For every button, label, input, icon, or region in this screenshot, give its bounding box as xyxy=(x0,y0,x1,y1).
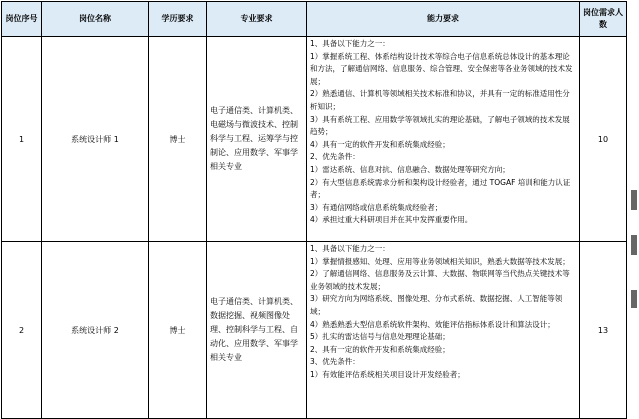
ability-line: 2、具有一定的软件开发和系统集成经验； xyxy=(310,344,450,354)
scroll-edge-marker xyxy=(631,235,637,255)
ability-line: 2）熟悉通信、计算机等领域相关技术标准和协议，并具有一定的标准适用性分析知识； xyxy=(310,89,570,111)
table-row xyxy=(2,37,627,242)
row-seq: 2 xyxy=(2,242,42,419)
row-seq: 1 xyxy=(2,37,42,242)
scroll-edge-marker xyxy=(631,290,637,308)
ability-line: 3、优先条件： xyxy=(310,357,360,367)
header-edu: 学历要求 xyxy=(149,2,207,37)
row-count: 13 xyxy=(580,242,627,419)
header-seq: 岗位序号 xyxy=(2,2,42,37)
header-count: 岗位需求人数 xyxy=(580,2,627,37)
header-ability: 能力要求 xyxy=(307,2,580,37)
ability-line: 1）有效能评估系统相关项目设计开发经验者； xyxy=(310,369,465,379)
ability-line: 5）扎实的雷达信号与信息处理理论基础； xyxy=(310,332,450,342)
ability-line: 3）研究方向为网络系统、图像处理、分布式系统、数据挖掘、人工智能等领域； xyxy=(310,294,563,316)
ability-line: 4）承担过重大科研项目并在其中发挥重要作用。 xyxy=(310,215,473,225)
row-edu: 博士 xyxy=(149,37,207,242)
row-major: 电子通信类、计算机类、数据挖掘、视频图像处理、控制科学与工程、自动化、应用数学、军事学相关专业 xyxy=(207,242,307,419)
header-major: 专业要求 xyxy=(207,2,307,37)
row-name: 系统设计师 2 xyxy=(42,242,149,419)
ability-line: 1、具备以下能力之一： xyxy=(310,244,390,253)
row-ability xyxy=(307,242,580,419)
ability-line: 1）掌握系统工程、体系结构设计技术等综合电子信息系统总体设计的基本理论和方法，了解通信网络、信息服务、综合管理、安全保密等各业务领域的技术发展； xyxy=(310,51,573,86)
ability-line: 2）有大型信息系统需求分析和架构设计经验者，通过 TOGAF 培训和能力认证者； xyxy=(310,177,571,200)
ability-line: 1）掌握情报感知、处理、应用等业务领域相关知识，熟悉大数据等技术发展； xyxy=(310,256,570,266)
row-name: 系统设计师 1 xyxy=(42,37,149,242)
scroll-edge-marker xyxy=(631,190,637,210)
table-header-row xyxy=(2,2,627,37)
job-requirements-table xyxy=(1,1,627,419)
ability-line: 1、具备以下能力之一： xyxy=(310,39,390,48)
ability-line: 2）了解通信网络、信息服务及云计算、大数据、物联网等当代热点关键技术等业务领域的技术发展； xyxy=(310,269,570,291)
table-row xyxy=(2,242,627,419)
ability-line: 2、优先条件： xyxy=(310,152,360,162)
ability-line: 3）具有系统工程、应用数学等领域扎实的理论基础，了解电子领域的技术发展趋势； xyxy=(310,114,570,137)
row-ability xyxy=(307,37,580,242)
row-count: 10 xyxy=(580,37,627,242)
row-edu: 博士 xyxy=(149,242,207,419)
ability-line: 4）具有一定的软件开发和系统集成经验； xyxy=(310,139,450,149)
ability-line: 3）有通信网络或信息系统集成经验者； xyxy=(310,202,443,212)
ability-line: 1）雷达系统、信息对抗、信息融合、数据处理等研究方向； xyxy=(310,164,510,174)
ability-line: 4）熟悉熟悉大型信息系统软件架构、效能评估指标体系设计和算法设计； xyxy=(310,319,555,329)
row-major: 电子通信类、计算机类、电磁场与微波技术、控制科学与工程、运筹学与控制论、应用数学、军事学相关专业 xyxy=(207,37,307,242)
header-name: 岗位名称 xyxy=(42,2,149,37)
